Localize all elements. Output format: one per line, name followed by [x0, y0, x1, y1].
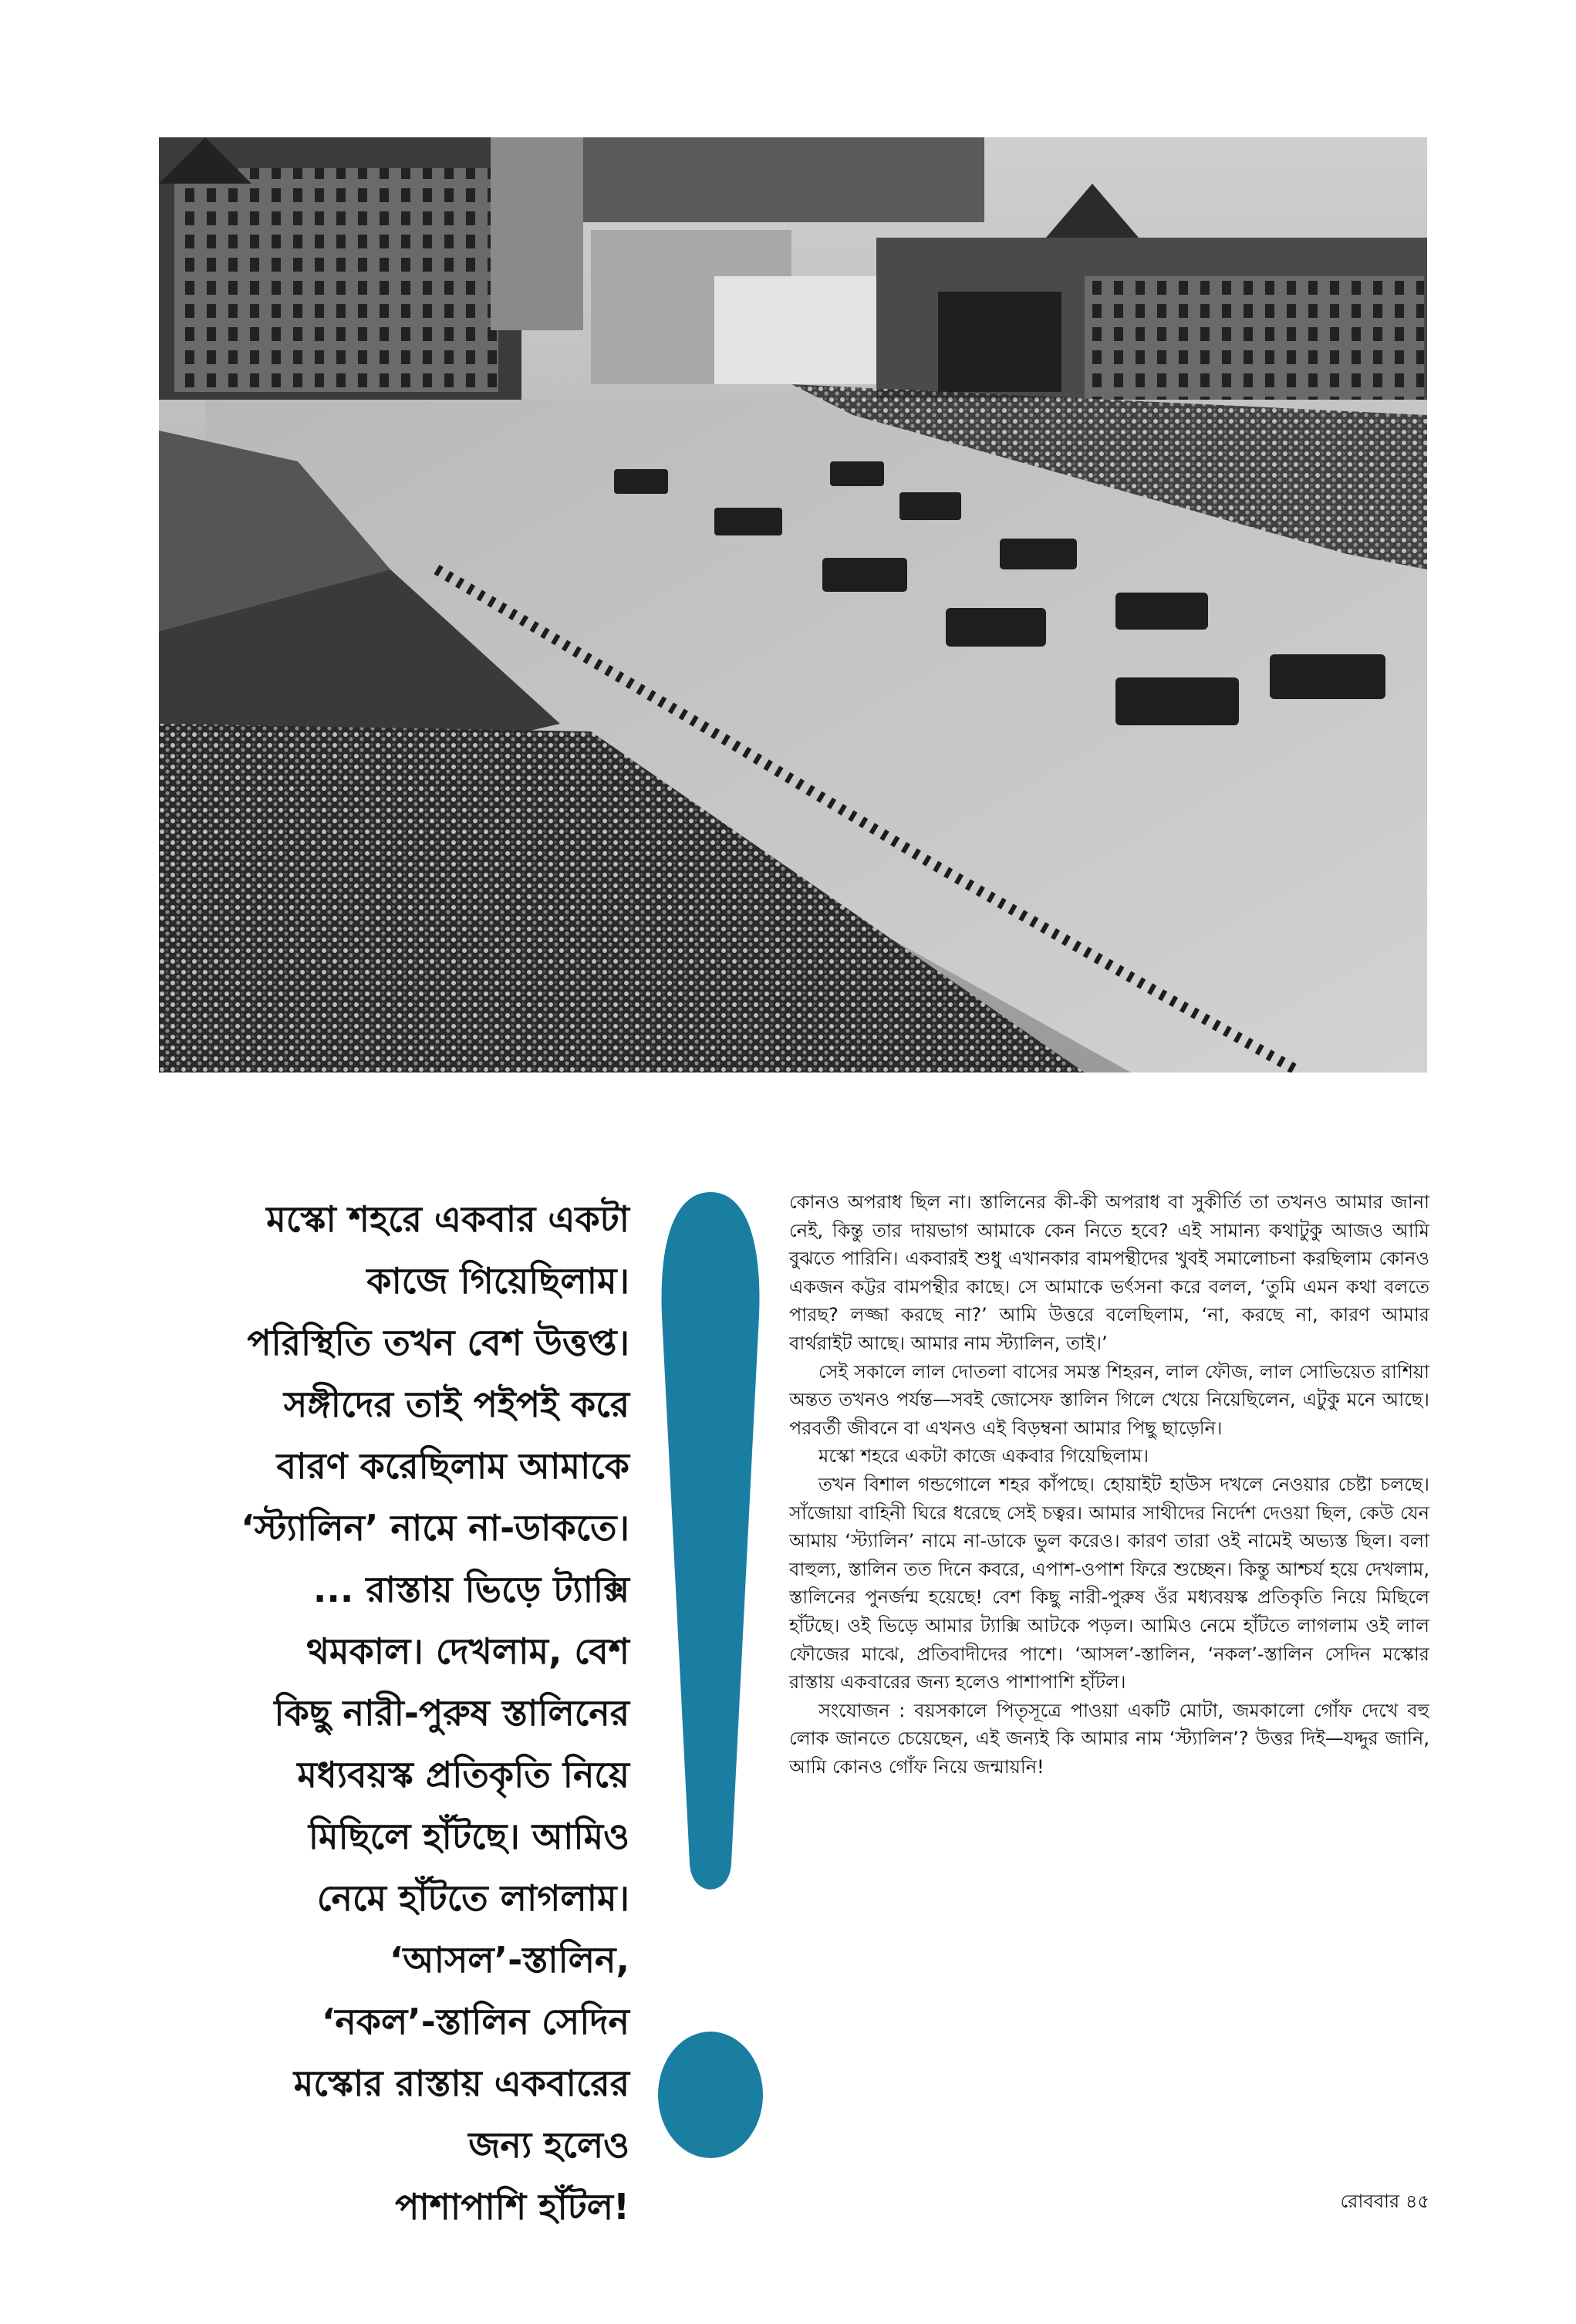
- pull-quote-line: মস্কো শহরে একবার একটা: [266, 1198, 629, 1240]
- body-paragraph: কোনও অপরাধ ছিল না। স্তালিনের কী-কী অপরাধ বা সুকীর্তি তা তখনও আমার জানা নেই, কিন্তু তার দায়ভাগ আমাকে কেন নিতে হবে? এই সামান্য কথাটুকু আজও আমি বুঝতে পারিনি। একবারই শুধু এখানকার বামপন্থীদের খুবই সমালোচনা করছিলাম কোনও একজন কট্টর বামপন্থীর কাছে। সে আমাকে ভর্ৎসনা করে বলল, ‘তুমি এমন কথা বলতে পারছ? লজ্জা করছে না?’ আমি উত্তরে বলেছিলাম, ‘না, করছে না, কারণ আমার বার্থরাইট আছে। আমার নাম স্ট্যালিন, তাই।’: [789, 1191, 1429, 1354]
- body-paragraph: মস্কো শহরে একটা কাজে একবার গিয়েছিলাম।: [818, 1445, 1149, 1468]
- pull-quote-line: মধ্যবয়স্ক প্রতিকৃতি নিয়ে: [297, 1754, 629, 1795]
- pull-quote-line: ‘আসল’-স্তালিন,: [389, 1939, 629, 1981]
- exclamation-mark-icon: [653, 1184, 768, 2168]
- body-paragraph: সংযোজন : বয়সকালে পিতৃসূত্রে পাওয়া একটি মোটা, জমকালো গোঁফ দেখে বহু লোক জানতে চেয়েছেন, এই জন্যই কি আমার নাম ‘স্ট্যালিন’? উত্তর দিই—যদ্দুর জানি, আমি কোনও গোঁফ নিয়ে জন্মায়নি!: [789, 1699, 1429, 1778]
- exclamation-dot: [658, 2032, 763, 2158]
- pull-quote-line: পরিস্থিতি তখন বেশ উত্তপ্ত।: [247, 1322, 629, 1363]
- pull-quote-line: সঙ্গীদের তাই পইপই করে: [283, 1383, 629, 1425]
- pull-quote-line: ‘স্ট্যালিন’ নামে না-ডাকতে।: [241, 1507, 629, 1549]
- parade-photo-art: [159, 137, 1427, 1072]
- body-paragraph: সেই সকালে লাল দোতলা বাসের সমস্ত শিহরন, লাল ফৌজ, লাল সোভিয়েত রাশিয়া অন্তত তখনও পর্যন্ত—সবই জোসেফ স্তালিন গিলে খেয়ে নিয়েছিলেন, এটুকু মনে আছে। পরবর্তী জীবনে বা এখনও এই বিড়ম্বনা আমার পিছু ছাড়েনি।: [789, 1360, 1429, 1439]
- pull-quote-line: জন্য হলেও: [468, 2124, 629, 2166]
- pull-quote-line: মস্কোর রাস্তায় একবারের: [293, 2062, 629, 2104]
- pull-quote-line: ... রাস্তায় ভিড়ে ট্যাক্সি: [312, 1569, 629, 1610]
- page-label: রোববার ৪৫: [1340, 2191, 1429, 2212]
- parade-photo: [159, 137, 1427, 1072]
- pull-quote-line: নেমে হাঁটতে লাগলাম।: [316, 1877, 629, 1919]
- pull-quote-line: কাজে গিয়েছিলাম।: [366, 1260, 629, 1302]
- pull-quote-line: বারণ করেছিলাম আমাকে: [276, 1445, 629, 1487]
- pull-quote-line: ‘নকল’-স্তালিন সেদিন: [321, 2001, 629, 2042]
- body-paragraph: তখন বিশাল গন্ডগোলে শহর কাঁপছে। হোয়াইট হাউস দখলে নেওয়ার চেষ্টা চলছে। সাঁজোয়া বাহিনী ঘিরে ধরেছে সেই চত্বর। আমার সাথীদের নির্দেশ দেওয়া ছিল, কেউ যেন আমায় ‘স্ট্যালিন’ নামে না-ডাকে ভুল করেও। কারণ তারা ওই নামেই অভ্যস্ত ছিল। বলা বাহুল্য, স্তালিন তত দিনে কবরে, এপাশ-ওপাশ ফিরে শুচ্ছেন। কিন্তু আশ্চর্য হয়ে দেখলাম, স্তালিনের পুনর্জন্ম হয়েছে! বেশ কিছু নারী-পুরুষ ওঁর মধ্যবয়স্ক প্রতিকৃতি নিয়ে মিছিলে হাঁটছে। ওই ভিড়ে আমার ট্যাক্সি আটকে পড়ল। আমিও নেমে হাঁটতে লাগলাম ওই লাল ফৌজের মাঝে, প্রতিবাদীদের পাশে। ‘আসল’-স্তালিন, ‘নকল’-স্তালিন সেদিন মস্কোর রাস্তায় একবারের জন্য হলেও পাশাপাশি হাঁটল।: [789, 1473, 1429, 1694]
- pull-quote-line: পাশাপাশি হাঁটল!: [395, 2186, 629, 2228]
- pull-quote-line: মিছিলে হাঁটছে। আমিও: [308, 1816, 629, 1857]
- exclamation-bar: [662, 1192, 760, 1890]
- pull-quote: [151, 1188, 629, 2238]
- pull-quote-line: কিছু নারী-পুরুষ স্তালিনের: [274, 1692, 629, 1734]
- article-body: [789, 1188, 1429, 1781]
- pull-quote-line: থমকাল। দেখলাম, বেশ: [306, 1630, 629, 1672]
